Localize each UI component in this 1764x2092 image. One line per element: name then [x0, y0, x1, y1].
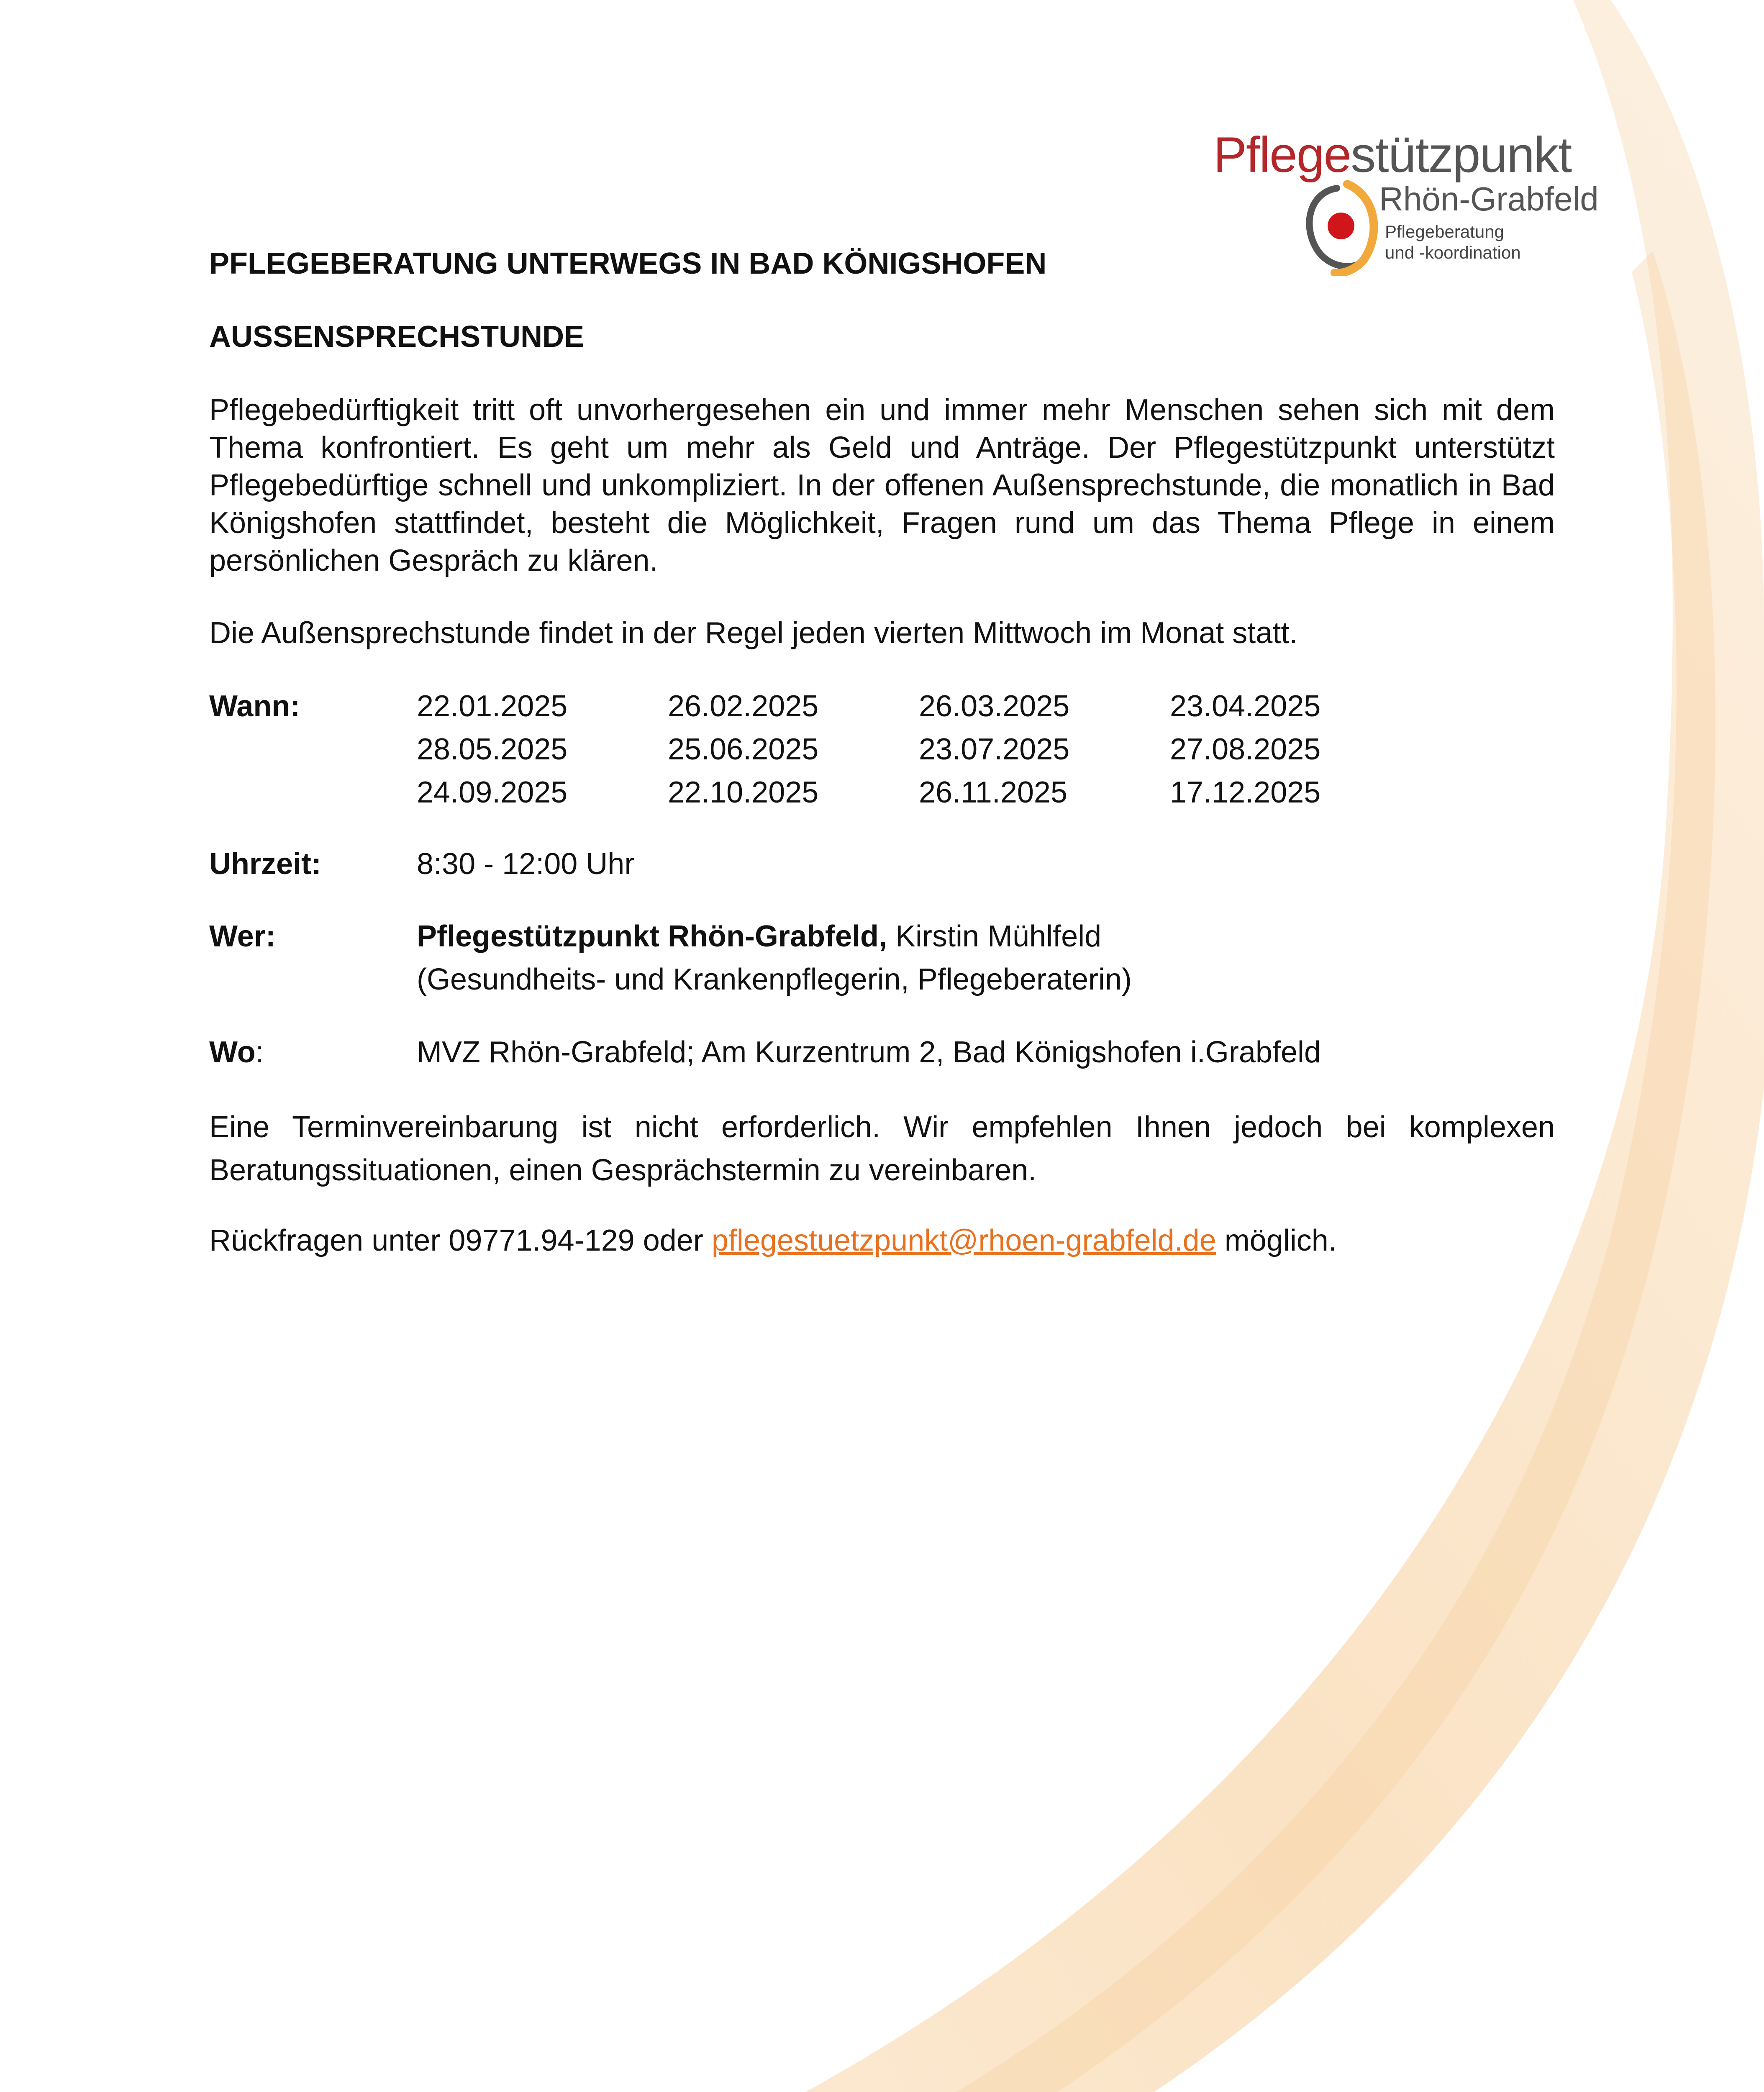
- wo-label: [209, 1033, 264, 1071]
- logo-title-gray: stützpunkt: [1351, 127, 1572, 183]
- email-link[interactable]: pflegestuetzpunkt@rhoen-grabfeld.de: [711, 1224, 1216, 1257]
- schedule-rule: Die Außensprechstunde findet in der Regel jeden vierten Mittwoch im Monat statt.: [209, 616, 1298, 650]
- page-title: PFLEGEBERATUNG UNTERWEGS IN BAD KÖNIGSHOFEN: [209, 247, 1047, 280]
- logo-tagline-1: Pflegeberatung: [1385, 222, 1504, 241]
- logo: [1213, 126, 1615, 285]
- wer-label: Wer:: [209, 920, 276, 953]
- wer-person: Kirstin Mühlfeld: [887, 920, 1102, 953]
- intro-paragraph: Pflegebedürftigkeit tritt oft unvorhergesehen ein und immer mehr Menschen sehen sich mit dem Thema konfrontiert. Es geht um mehr als Geld und Anträge. Der Pflegestützpunkt unterstützt Pflegebedürftige schnell und unkompliziert. In der offenen Außensprechstunde, die monatlich in Bad Königshofen stattfindet, besteht die Möglichkeit, Fragen rund um das Thema Pflege in einem persönlichen Gespräch zu klären.: [209, 393, 1555, 577]
- logo-tagline-2: und -koordination: [1385, 243, 1521, 262]
- logo-title-red: Pflege: [1213, 127, 1351, 183]
- uhrzeit-value: 8:30 - 12:00 Uhr: [417, 847, 635, 881]
- logo-emblem-icon: [1297, 180, 1381, 276]
- date-item: 23.07.2025: [919, 733, 1070, 766]
- date-item: 25.06.2025: [668, 733, 819, 766]
- section-title: AUSSENSPRECHSTUNDE: [209, 320, 585, 354]
- wer-organization: Pflegestützpunkt Rhön-Grabfeld,: [417, 920, 887, 953]
- wer-value: [417, 918, 1101, 955]
- logo-title: [1213, 126, 1571, 184]
- contact-line: [209, 1222, 1337, 1259]
- contact-prefix: Rückfragen unter 09771.94-129 oder: [209, 1224, 712, 1257]
- date-item: 22.10.2025: [668, 776, 819, 809]
- date-item: 17.12.2025: [1170, 776, 1321, 809]
- date-item: 26.02.2025: [668, 690, 819, 723]
- date-item: 27.08.2025: [1170, 733, 1321, 766]
- contact-suffix: möglich.: [1216, 1224, 1337, 1257]
- appointment-note: Eine Terminvereinbarung ist nicht erforderlich. Wir empfehlen Ihnen jedoch bei komplexen Beratungssituationen, einen Gesprächstermin zu vereinbaren.: [209, 1110, 1555, 1187]
- date-item: 22.01.2025: [417, 690, 568, 723]
- date-item: 26.03.2025: [919, 690, 1070, 723]
- wo-label-colon: :: [255, 1036, 264, 1069]
- date-item: 28.05.2025: [417, 733, 568, 766]
- wer-role: (Gesundheits- und Krankenpflegerin, Pflegeberaterin): [417, 963, 1132, 996]
- uhrzeit-label: Uhrzeit:: [209, 847, 321, 881]
- date-item: 23.04.2025: [1170, 690, 1321, 723]
- wo-value: MVZ Rhön-Grabfeld; Am Kurzentrum 2, Bad Königshofen i.Grabfeld: [417, 1036, 1321, 1069]
- date-item: 24.09.2025: [417, 776, 568, 809]
- wann-label: Wann:: [209, 690, 300, 723]
- wo-label-text: Wo: [209, 1036, 256, 1069]
- logo-subtitle: Rhön-Grabfeld: [1379, 180, 1599, 218]
- date-item: 26.11.2025: [919, 776, 1068, 809]
